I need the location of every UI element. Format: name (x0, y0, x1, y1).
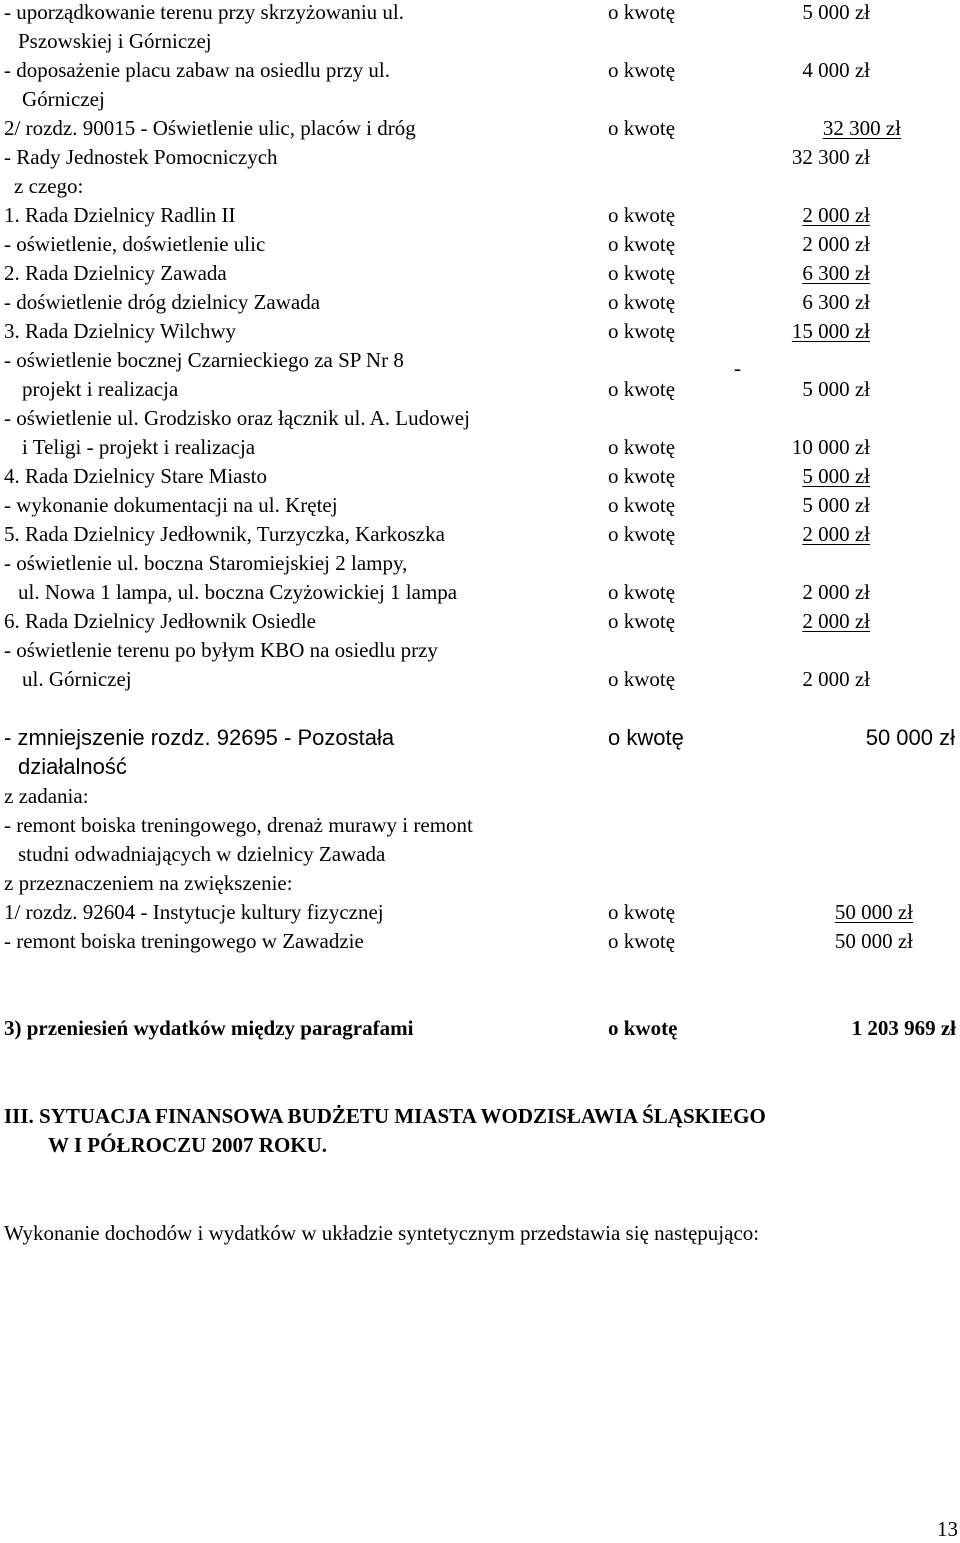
line-text: i Teligi - projekt i realizacja (22, 435, 256, 459)
line-amount: 1 203 969 zł (851, 1016, 956, 1040)
line-amount: 6 300 zł (802, 290, 870, 314)
line-text: 5. Rada Dzielnicy Jedłownik, Turzyczka, Karkoszka (4, 522, 445, 546)
line-kwota: o kwotę (608, 58, 676, 82)
line-kwota: o kwotę (608, 609, 676, 633)
line-kwota: o kwotę (608, 1016, 678, 1040)
line-amount: 6 300 zł (802, 261, 870, 285)
line-kwota: o kwotę (608, 900, 676, 924)
line-text: z przeznaczeniem na zwiększenie: (4, 871, 293, 895)
line-text: 2/ rozdz. 90015 - Oświetlenie ulic, placów i dróg (4, 116, 416, 140)
line-amount: 50 000 zł (834, 929, 913, 953)
line-amount: 2 000 zł (802, 522, 870, 546)
line-text: - oświetlenie bocznej Czarnieckiego za SP Nr 8 (4, 348, 404, 372)
line-text: studni odwadniających w dzielnicy Zawada (18, 842, 386, 866)
line-text: projekt i realizacja (22, 377, 179, 401)
line-kwota: o kwotę (608, 290, 676, 314)
line-text: z czego: (14, 174, 84, 198)
line-amount: 2 000 zł (802, 580, 870, 604)
line-text: - doposażenie placu zabaw na osiedlu przy ul. (4, 58, 391, 82)
line-amount: 5 000 zł (802, 464, 870, 488)
line-text: 1. Rada Dzielnicy Radlin II (4, 203, 236, 227)
line-kwota: o kwotę (608, 232, 676, 256)
line-kwota: o kwotę (608, 261, 676, 285)
line-text: - wykonanie dokumentacji na ul. Krętej (4, 493, 338, 517)
line-kwota: o kwotę (608, 0, 676, 24)
line-amount: 50 000 zł (865, 725, 955, 750)
line-amount: 4 000 zł (802, 58, 870, 82)
line-amount: 2 000 zł (802, 232, 870, 256)
line-amount: 2 000 zł (802, 667, 870, 691)
line-kwota: o kwotę (608, 522, 676, 546)
line-text: - oświetlenie terenu po byłym KBO na osiedlu przy (4, 638, 438, 662)
line-text: - doświetlenie dróg dzielnicy Zawada (4, 290, 321, 314)
line-kwota: o kwotę (608, 464, 676, 488)
section-heading-continued: W I PÓŁROCZU 2007 ROKU. (48, 1133, 328, 1157)
line-amount: 2 000 zł (802, 609, 870, 633)
line-kwota: o kwotę (608, 319, 676, 343)
line-text: 3. Rada Dzielnicy Wilchwy (4, 319, 237, 343)
line-text: Górniczej (22, 87, 105, 111)
line-text: z zadania: (4, 784, 89, 808)
line-kwota: o kwotę (608, 203, 676, 227)
line-text: 6. Rada Dzielnicy Jedłownik Osiedle (4, 609, 317, 633)
line-text: - oświetlenie, doświetlenie ulic (4, 232, 266, 256)
line-amount: 5 000 zł (802, 0, 870, 24)
line-kwota: o kwotę (608, 667, 676, 691)
dash-mark: - (734, 356, 741, 380)
line-kwota: o kwotę (608, 435, 676, 459)
line-text: 4. Rada Dzielnicy Stare Miasto (4, 464, 268, 488)
line-kwota: o kwotę (608, 580, 676, 604)
line-text: 3) przeniesień wydatków między paragrafami (4, 1016, 414, 1040)
line-amount: 32 300 zł (822, 116, 901, 140)
line-amount: 5 000 zł (802, 493, 870, 517)
line-amount: 50 000 zł (834, 900, 913, 924)
line-text: ul. Nowa 1 lampa, ul. boczna Czyżowickiej 1 lampa (18, 580, 458, 604)
line-text: ul. Górniczej (22, 667, 132, 691)
line-kwota: o kwotę (608, 493, 676, 517)
paragraph-text: Wykonanie dochodów i wydatków w układzie syntetycznym przedstawia się następująco: (4, 1221, 760, 1245)
line-kwota: o kwotę (608, 116, 676, 140)
line-kwota: o kwotę (608, 377, 676, 401)
line-text: 2. Rada Dzielnicy Zawada (4, 261, 227, 285)
line-text: - oświetlenie ul. Grodzisko oraz łącznik ul. A. Ludowej (4, 406, 470, 430)
line-amount: 2 000 zł (802, 203, 870, 227)
line-amount: 32 300 zł (791, 145, 870, 169)
line-text: - zmniejszenie rozdz. 92695 - Pozostała (4, 725, 395, 750)
line-kwota: o kwotę (608, 725, 684, 750)
line-text: - Rady Jednostek Pomocniczych (4, 145, 278, 169)
page-number: 13 (937, 1517, 958, 1541)
line-amount: 5 000 zł (802, 377, 870, 401)
line-amount: 15 000 zł (791, 319, 870, 343)
line-text: działalność (18, 754, 127, 779)
line-text: - remont boiska treningowego w Zawadzie (4, 929, 364, 953)
section-heading: III. SYTUACJA FINANSOWA BUDŻETU MIASTA WODZISŁAWIA ŚLĄSKIEGO (4, 1104, 766, 1128)
line-text: - oświetlenie ul. boczna Staromiejskiej 2 lampy, (4, 551, 408, 575)
line-kwota: o kwotę (608, 929, 676, 953)
line-text: Pszowskiej i Górniczej (18, 29, 212, 53)
line-text: - uporządkowanie terenu przy skrzyżowaniu ul. (4, 0, 405, 24)
line-text: 1/ rozdz. 92604 - Instytucje kultury fizycznej (4, 900, 384, 924)
line-text: - remont boiska treningowego, drenaż murawy i remont (4, 813, 473, 837)
line-amount: 10 000 zł (791, 435, 870, 459)
